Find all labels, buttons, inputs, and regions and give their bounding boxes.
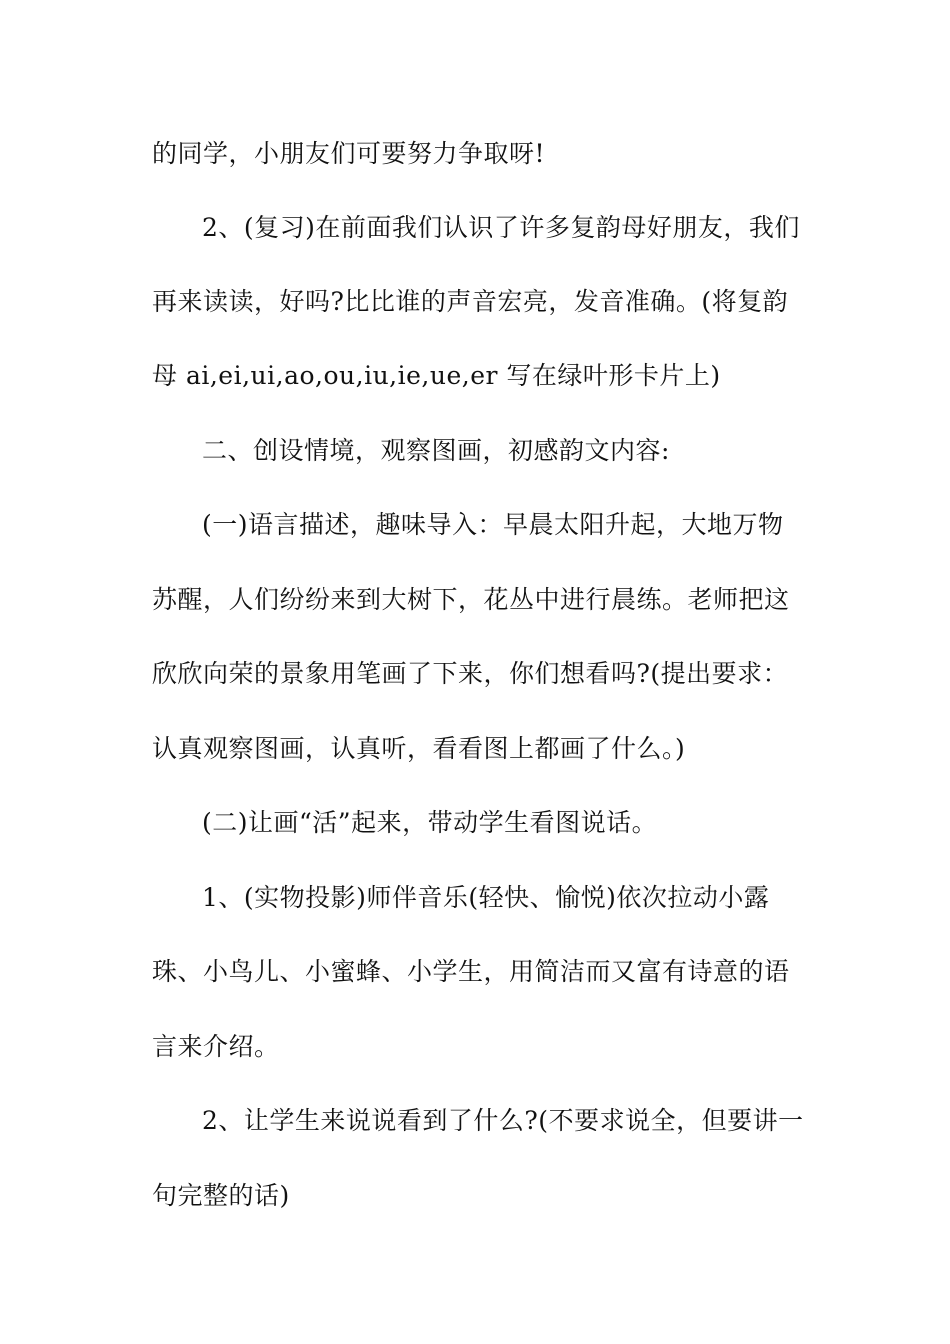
text-line-15: 句完整的话) (152, 1181, 290, 1210)
text-line-13: 言来介绍。 (152, 1032, 280, 1061)
text-line-7: 苏醒，人们纷纷来到大树下，花丛中进行晨练。老师把这 (152, 585, 790, 614)
text-line-3: 再来读读，好吗?比比谁的声音宏亮，发音准确。(将复韵 (152, 287, 789, 316)
text-line-2: 2、(复习)在前面我们认识了许多复韵母好朋友，我们 (202, 213, 800, 242)
text-line-9: 认真观察图画，认真听，看看图上都画了什么。) (152, 734, 686, 763)
text-line-6: (一)语言描述，趣味导入：早晨太阳升起，大地万物 (202, 510, 784, 539)
text-line-14: 2、让学生来说说看到了什么?(不要求说全，但要讲一 (202, 1106, 804, 1135)
text-line-12: 珠、小鸟儿、小蜜蜂、小学生，用简洁而又富有诗意的语 (152, 957, 790, 986)
text-line-11: 1、(实物投影)师伴音乐(轻快、愉悦)依次拉动小露 (202, 883, 770, 912)
text-line-4: 母 ai,ei,ui,ao,ou,iu,ie,ue,er 写在绿叶形卡片上) (152, 361, 721, 390)
text-line-1: 的同学，小朋友们可要努力争取呀! (152, 139, 546, 168)
text-line-5: 二、创设情境，观察图画，初感韵文内容: (202, 436, 670, 465)
text-line-10: (二)让画“活”起来，带动学生看图说话。 (202, 808, 658, 837)
text-line-8: 欣欣向荣的景象用笔画了下来，你们想看吗?(提出要求： (152, 659, 789, 688)
